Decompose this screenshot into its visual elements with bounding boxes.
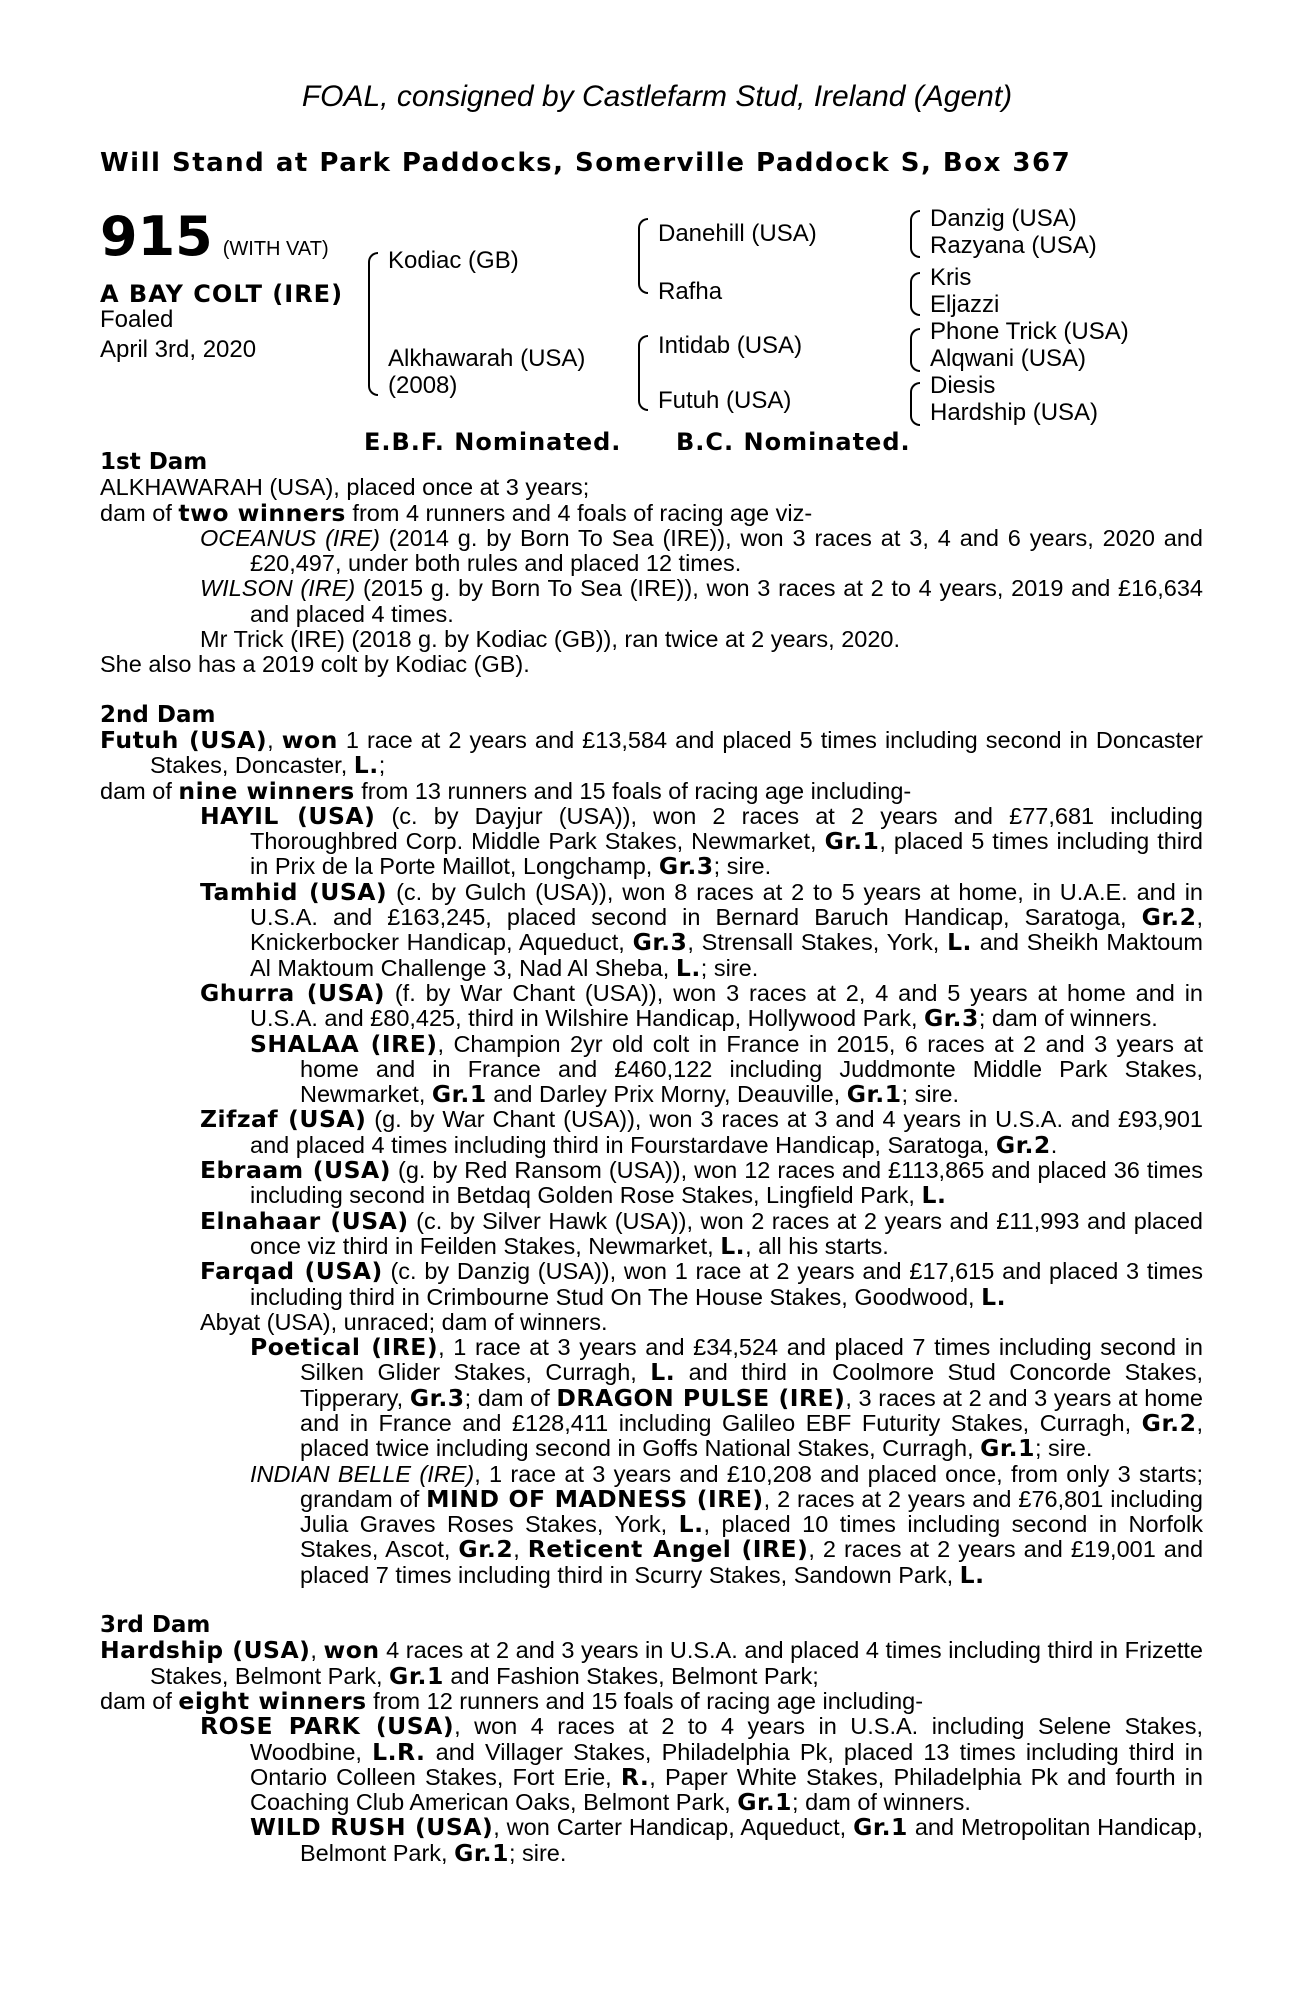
second-dam-produce-line — [100, 776, 1203, 805]
text-run: two winners — [178, 498, 346, 527]
text-run: ; sire. — [508, 1839, 567, 1866]
text-run: won — [323, 1636, 380, 1665]
bc-nominated: B.C. Nominated. — [676, 428, 911, 456]
text-run: L. — [921, 1181, 947, 1210]
pedigree-dsd: Alqwani (USA) — [930, 345, 1087, 372]
text-run: , Paper White Stakes, Philadelphia Pk and fourth in Coaching Club American Oaks, Belmont Park, — [250, 1763, 1203, 1816]
text-run: L. — [981, 1282, 1006, 1311]
text-run: Mr Trick (IRE) (2018 g. by Kodiac (GB)), ran twice at 2 years, 2020. — [200, 626, 901, 653]
progeny-entry — [100, 526, 1203, 577]
text-run: ; dam of — [464, 1384, 557, 1411]
text-run: Elnahaar (USA) — [200, 1206, 409, 1235]
foaled-label: Foaled — [100, 306, 174, 333]
ebf-nominated: E.B.F. Nominated. — [364, 428, 622, 456]
text-run: , won 4 races at 2 to 4 years in U.S.A. including Selene Stakes, Woodbine, — [250, 1713, 1204, 1765]
text-run: Gr.1 — [824, 827, 880, 856]
first-dam-summary: ALKHAWARAH (USA), placed once at 3 years; — [100, 474, 590, 501]
pedigree-brace — [910, 328, 920, 372]
text-run: , Knickerbocker Handicap, Aqueduct, — [250, 904, 1203, 956]
progeny-entry — [100, 1335, 1203, 1461]
text-run: (c. by Dayjur (USA)), won 2 races at 2 years and £77,681 including Thoroughbred Corp. Middle Park Stakes, Newmarket, — [250, 802, 1203, 855]
text-run: ; sire. — [713, 853, 772, 880]
pedigree-sire-dam: Rafha — [658, 278, 723, 305]
text-run: Hardship (USA) — [100, 1636, 311, 1665]
text-run: , 3 races at 2 and 3 years at home and in France and £128,411 including Galileo EBF Futurity Stakes, Curragh, — [300, 1384, 1204, 1436]
text-run: (g. by War Chant (USA)), won 3 races at 3 and 4 years in U.S.A. and £93,901 and placed 4 times including third in Fourstardave Handicap, Saratoga, — [250, 1106, 1204, 1158]
text-run: , placed 10 times including second in Norfolk Stakes, Ascot, — [300, 1511, 1203, 1563]
pedigree-brace — [910, 272, 920, 316]
text-run: nine winners — [178, 776, 355, 805]
text-run: from 13 runners and 15 foals of racing age including- — [354, 777, 912, 804]
text-run: Gr.3 — [924, 1004, 979, 1033]
foaled-info — [100, 305, 256, 365]
text-run: 4 races at 2 and 3 years in U.S.A. and placed 4 times including third in Frizette Stakes, Belmont Park, — [150, 1637, 1203, 1689]
text-run: (c. by Gulch (USA)), won 8 races at 2 to 5 years at home, in U.A.E. and in U.S.A. and £163,245, placed second in Bernard Baruch Handicap, Saratoga, — [250, 878, 1204, 931]
text-run: , 2 races at 2 years and £19,001 and placed 7 times including third in Scurry Stakes, Sandown Park, — [300, 1536, 1204, 1588]
text-run: Abyat (USA), unraced; dam of winners. — [200, 1308, 608, 1335]
text-run: (c. by Danzig (USA)), won 1 race at 2 years and £17,615 and placed 3 times including third in Crimbourne Stud On The House Stakes, Goodwood, — [250, 1258, 1203, 1310]
pedigree-brace — [638, 335, 648, 411]
text-run: Gr.1 — [737, 1788, 793, 1817]
text-run: L. — [675, 953, 701, 982]
progeny-entry — [100, 1029, 1203, 1109]
text-run: , Strensall Stakes, York, — [687, 929, 948, 956]
lot-name: A BAY COLT (IRE) — [100, 280, 344, 308]
progeny-entry — [100, 1462, 1203, 1588]
text-run: Gr.2 — [458, 1535, 514, 1564]
text-run: Tamhid (USA) — [200, 877, 388, 906]
text-run: and Metropolitan Handicap, Belmont Park, — [300, 1814, 1203, 1866]
first-dam-heading: 1st Dam — [100, 449, 208, 475]
text-run: ROSE PARK (USA) — [200, 1712, 455, 1741]
text-run: , all his starts. — [745, 1232, 889, 1259]
text-run: ; — [378, 752, 386, 779]
consignor-heading: FOAL, consigned by Castlefarm Stud, Ireland (Agent) — [301, 80, 1013, 113]
text-run: Gr.2 — [995, 1130, 1051, 1159]
text-run: ; dam of winners. — [978, 1005, 1158, 1032]
pedigree-sire-sire: Danehill (USA) — [658, 220, 817, 247]
text-run: eight winners — [178, 1686, 367, 1715]
produce-record — [100, 450, 1203, 1866]
progeny-entry — [100, 576, 1203, 627]
text-run: , 1 race at 3 years and £34,524 and placed 7 times including second in Silken Glider Stakes, Curragh, — [300, 1334, 1203, 1386]
text-run: Futuh (USA) — [100, 725, 268, 754]
pedigree-sds: Kris — [930, 264, 972, 291]
text-run: , — [267, 726, 282, 753]
text-run: L. — [959, 1560, 985, 1589]
pedigree-dam-dam: Futuh (USA) — [658, 387, 792, 414]
text-run: dam of — [100, 499, 179, 526]
text-run: Poetical (IRE) — [250, 1333, 439, 1362]
text-run: , placed 5 times including third in Prix de la Porte Maillot, Longchamp, — [250, 828, 1203, 880]
text-run: ; sire. — [700, 954, 759, 981]
text-run: L. — [678, 1510, 704, 1539]
text-run: Gr.2 — [1141, 1408, 1197, 1437]
text-run: ; sire. — [1034, 1435, 1093, 1462]
progeny-entry — [100, 877, 1204, 982]
text-run: from 4 runners and 4 foals of racing age viz- — [345, 499, 813, 526]
pedigree-brace — [910, 382, 920, 426]
text-run: , placed twice including second in Goffs National Stakes, Curragh, — [300, 1409, 1203, 1462]
lot-block — [100, 205, 329, 268]
pedigree-brace — [368, 252, 378, 396]
progeny-entry — [100, 1714, 1203, 1815]
text-run: Gr.1 — [846, 1080, 902, 1109]
text-run: SHALAA (IRE) — [250, 1029, 438, 1058]
progeny-entry — [100, 627, 1203, 652]
progeny-entry — [100, 978, 1203, 1033]
text-run: L. — [650, 1358, 676, 1387]
progeny-entry — [100, 1259, 1203, 1310]
text-run: Farqad (USA) — [200, 1257, 383, 1286]
text-run: Gr.3 — [658, 852, 714, 881]
text-run: and Fashion Stakes, Belmont Park; — [443, 1662, 819, 1689]
text-run: OCEANUS (IRE) — [200, 524, 380, 551]
text-run: Gr.2 — [1141, 903, 1197, 932]
text-run: MIND OF MADNESS (IRE) — [426, 1484, 764, 1513]
text-run: from 12 runners and 15 foals of racing age including- — [366, 1687, 924, 1714]
text-run: WILSON (IRE) — [200, 575, 356, 602]
pedigree-dam-sire: Intidab (USA) — [658, 332, 803, 359]
pedigree-ddd: Hardship (USA) — [930, 399, 1099, 426]
text-run: , 2 races at 2 years and £76,801 including Julia Graves Roses Stakes, York, — [300, 1485, 1203, 1538]
text-run: . — [1050, 1131, 1058, 1158]
text-run: Gr.1 — [454, 1838, 509, 1867]
text-run: (2014 g. by Born To Sea (IRE)), won 3 races at 3, 4 and 6 years, 2020 and £20,497, under both rules and placed 12 times. — [250, 524, 1203, 577]
text-run: Gr.1 — [389, 1661, 444, 1690]
progeny-entry — [100, 1158, 1203, 1209]
text-run: Gr.1 — [853, 1813, 908, 1842]
progeny-entry — [100, 1206, 1203, 1260]
text-run: Ghurra (USA) — [200, 978, 385, 1007]
text-run: Gr.1 — [980, 1434, 1035, 1463]
stand-location: Will Stand at Park Paddocks, Somerville Paddock S, Box 367 — [100, 148, 1072, 178]
progeny-entry — [100, 801, 1203, 881]
pedigree-dam-year: (2008) — [388, 372, 458, 399]
vat-label: (WITH VAT) — [222, 238, 329, 260]
text-run: ; sire. — [901, 1081, 960, 1108]
text-run: DRAGON PULSE (IRE) — [556, 1383, 846, 1412]
text-run: , won Carter Handicap, Aqueduct, — [493, 1814, 854, 1841]
text-run: INDIAN BELLE (IRE) — [250, 1460, 475, 1487]
third-dam-heading: 3rd Dam — [100, 1612, 211, 1639]
first-dam-note: She also has a 2019 colt by Kodiac (GB). — [100, 651, 530, 678]
pedigree-ssd: Razyana (USA) — [930, 232, 1097, 259]
pedigree-dss: Phone Trick (USA) — [930, 318, 1129, 345]
progeny-entry — [100, 1815, 1203, 1866]
pedigree-sdd: Eljazzi — [930, 291, 1000, 318]
pedigree-brace — [910, 210, 920, 258]
pedigree-dam: Alkhawarah (USA) — [388, 345, 586, 372]
text-run: (2015 g. by Born To Sea (IRE)), won 3 races at 2 to 4 years, 2019 and £16,634 and placed 4 times. — [250, 575, 1204, 627]
text-run: and Darley Prix Morny, Deauville, — [486, 1081, 847, 1108]
text-run: Gr.1 — [431, 1080, 487, 1109]
text-run: L. — [353, 751, 379, 780]
third-dam-summary — [100, 1638, 1203, 1689]
text-run: won — [281, 725, 338, 754]
text-run: ; dam of winners. — [792, 1789, 971, 1816]
lot-number: 915 — [100, 205, 213, 268]
text-run: Zifzaf (USA) — [200, 1105, 367, 1134]
progeny-entry — [100, 1107, 1203, 1158]
text-run: R. — [620, 1762, 650, 1791]
text-run: L. — [720, 1231, 746, 1260]
foaled-date: April 3rd, 2020 — [100, 336, 257, 363]
text-run: dam of — [100, 1687, 179, 1714]
text-run: and Sheikh Maktoum Al Maktoum Challenge 3, Nad Al Sheba, — [250, 929, 1203, 981]
text-run: and Villager Stakes, Philadelphia Pk, placed 13 times including third in Ontario Colleen Stakes, Fort Erie, — [250, 1738, 1204, 1790]
pedigree-dds: Diesis — [930, 372, 996, 399]
text-run: 1 race at 2 years and £13,584 and placed 5 times including second in Doncaster Stakes, Doncaster, — [150, 726, 1203, 779]
text-run: , — [310, 1637, 324, 1664]
second-dam-heading: 2nd Dam — [100, 701, 216, 728]
progeny-entry — [100, 1310, 1203, 1335]
text-run: (c. by Silver Hawk (USA)), won 2 races at 2 years and £11,993 and placed once viz third in Feilden Stakes, Newmarket, — [250, 1207, 1203, 1259]
pedigree-sss: Danzig (USA) — [930, 205, 1077, 232]
text-run: Gr.3 — [632, 928, 688, 957]
text-run: L. — [947, 928, 972, 957]
pedigree-brace — [638, 218, 648, 294]
text-run: HAYIL (USA) — [200, 801, 376, 830]
text-run: , Champion 2yr old colt in France in 2015, 6 races at 2 and 3 years at home and in France and £460,122 including Juddmonte Middle Park Stakes, Newmarket, — [300, 1030, 1203, 1108]
text-run: Reticent Angel (IRE) — [527, 1535, 809, 1564]
first-dam-produce-line — [100, 498, 1203, 527]
text-run: and third in Coolmore Stud Concorde Stakes, Tipperary, — [300, 1359, 1203, 1411]
text-run: WILD RUSH (USA) — [250, 1813, 494, 1842]
text-run: Gr.3 — [409, 1383, 465, 1412]
text-run: , — [513, 1536, 528, 1563]
text-run: dam of — [100, 777, 179, 804]
second-dam-summary — [100, 725, 1203, 780]
third-dam-produce-line — [100, 1686, 1203, 1715]
pedigree-sire: Kodiac (GB) — [388, 247, 519, 274]
text-run: (g. by Red Ransom (USA)), won 12 races and £113,865 and placed 36 times including second in Betdaq Golden Rose Stakes, Lingfield Park, — [250, 1157, 1204, 1209]
text-run: Ebraam (USA) — [200, 1156, 391, 1185]
text-run: , 1 race at 3 years and £10,208 and placed once, from only 3 starts; grandam of — [300, 1460, 1203, 1512]
text-run: L.R. — [372, 1737, 426, 1766]
text-run: (f. by War Chant (USA)), won 3 races at 2, 4 and 5 years at home and in U.S.A. and £80,425, third in Wilshire Handicap, Hollywood Park, — [250, 979, 1203, 1032]
